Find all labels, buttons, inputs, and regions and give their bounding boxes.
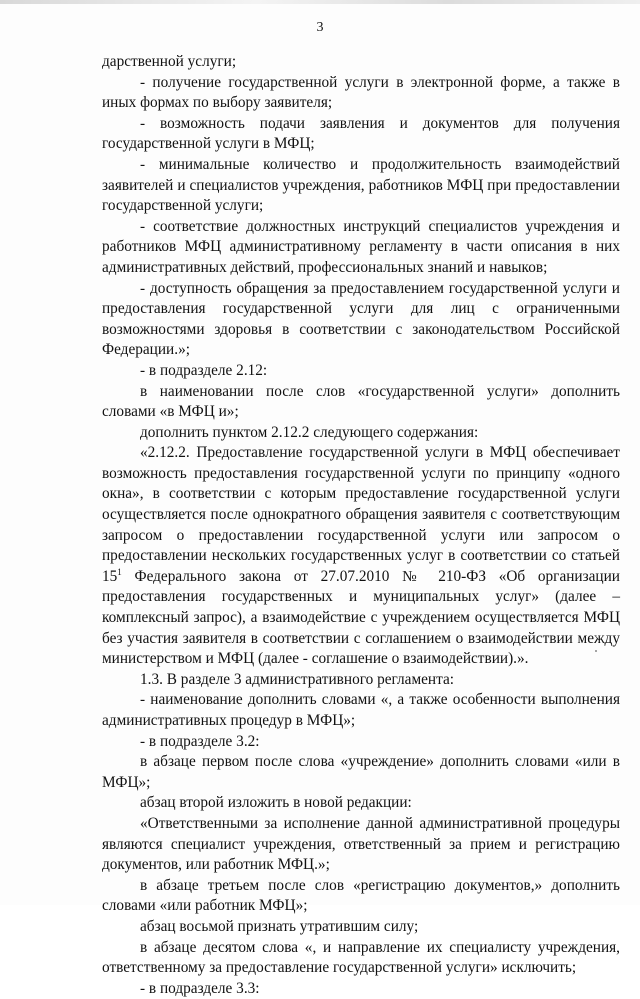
paragraph: в абзаце первом после слова «учреждение» дополнить словами «или в МФЦ»;: [102, 753, 620, 791]
paragraph: - доступность обращения за предоставлением государственной услуги и предоставления государственной услуги для лиц с ограниченными возможностями здоровья в соответствии с законодательством Российской Федерации.»;: [102, 279, 620, 359]
paragraph: дополнить пунктом 2.12.2 следующего содержания:: [140, 423, 479, 441]
paragraph: - минимальные количество и продолжительность взаимодействий заявителей и специалистов учреждения, работников МФЦ при предоставлении государственной услуги;: [102, 155, 620, 215]
paragraph: «Ответственными за исполнение данной административной процедуры являются специалист учреждения, ответственный за прием и регистрацию документов, или работник МФЦ.»;: [102, 814, 620, 874]
paragraph: - в подразделе 2.12:: [140, 361, 268, 379]
paragraph: - в подразделе 3.3:: [140, 979, 260, 997]
paragraph: - наименование дополнить словами «, а также особенности выполнения административных процедур в МФЦ»;: [102, 691, 620, 729]
paragraph: - соответствие должностных инструкций специалистов учреждения и работников МФЦ административному регламенту в части описания в них административных действий, профессиональных знаний и навыков;: [102, 217, 620, 276]
paragraph: 1.3. В разделе 3 административного регламента:: [140, 670, 455, 688]
paragraph-text: Федерального закона от 27.07.2010 № 210-ФЗ «Об организации предоставления государственных и муниципальных услуг» (далее – комплексный запрос), а взаимодействие с учреждением осуществляется МФЦ без участия заявителя в соответствии с соглашением о взаимодействии между министерством и МФЦ (далее - соглашение о взаимодействии).».: [102, 567, 620, 668]
paragraph: абзац второй изложить в новой редакции:: [140, 794, 412, 812]
scan-edge: [0, 0, 640, 4]
paragraph: [102, 443, 620, 670]
paragraph-text: «2.12.2. Предоставление государственной услуги в МФЦ обеспечивает возможность предоставления государственной услуги по принципу «одного окна», в соответствии с которым предоставление государственной услуги осуществляется после однократного обращения заявителя с соответствующим запросом о предоставлении государственной услуги или запросом о предоставлении нескольких государственных услуг в соответствии со статьей 15: [102, 444, 620, 585]
paragraph: в абзаце десятом слова «, и направление их специалисту учреждения, ответственному за предоставление государственной услуги» исключить;: [102, 938, 620, 977]
superscript: 1: [117, 566, 122, 577]
paragraph: - возможность подачи заявления и документов для получения государственной услуги в МФЦ;: [102, 114, 620, 153]
paragraph: - получение государственной услуги в электронной форме, а также в иных формах по выбору заявителя;: [102, 73, 620, 112]
page-number: 3: [316, 20, 324, 35]
paragraph: дарственной услуги;: [102, 53, 237, 70]
paragraph: в абзаце третьем после слов «регистрацию документов,» дополнить словами «или работник МФЦ»;: [102, 876, 620, 915]
document-body: [102, 52, 620, 999]
paragraph: в наименовании после слов «государственной услуги» дополнить словами «в МФЦ и»;: [102, 382, 620, 421]
paragraph: абзац восьмой признать утратившим силу;: [140, 917, 419, 935]
paragraph: - в подразделе 3.2:: [140, 732, 260, 750]
scan-speck: [595, 650, 597, 652]
